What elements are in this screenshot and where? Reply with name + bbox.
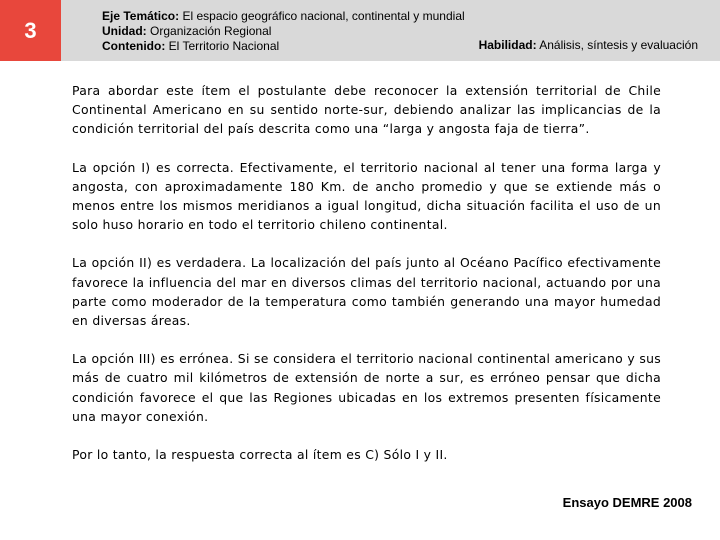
item-metadata [102,9,465,54]
explanation-body [72,81,661,483]
unidad-value: Organización Regional [150,24,272,38]
footer-source: Ensayo DEMRE 2008 [562,495,692,510]
eje-tematico-line [102,9,465,24]
paragraph-option-3: La opción III) es errónea. Si se considera el territorio nacional continental americano y sus más de cuatro mil kilómetros de extensión de norte a sur, es erróneo pensar que dicha condición favorece el que las Regiones ubicadas en los extremos presenten físicamente una mayor conexión. [72,351,661,424]
contenido-line [102,39,465,54]
paragraph-intro: Para abordar este ítem el postulante debe reconocer la extensión territorial de Chile Continental Americano en su sentido norte-sur, debiendo analizar las implicancias de la condición territorial del país descrita como una “larga y angosta faja de tierra”. [72,83,661,137]
contenido-label: Contenido: [102,39,166,53]
paragraph-option-2: La opción II) es verdadera. La localización del país junto al Océano Pacífico efectivamente favorece la influencia del mar en diversos climas del territorio nacional, actuando por una parte como moderador de la temperatura como también generando una mayor humedad en diversas áreas. [72,255,661,329]
paragraph-conclusion: Por lo tanto, la respuesta correcta al ítem es C) Sólo I y II. [72,447,448,463]
unidad-label: Unidad: [102,24,147,38]
contenido-value: El Territorio Nacional [168,39,280,53]
habilidad-label: Habilidad: [478,38,537,52]
unidad-line [102,24,465,39]
habilidad-value: Análisis, síntesis y evaluación [539,38,698,52]
eje-label: Eje Temático: [102,9,180,23]
item-number: 3 [24,17,37,43]
item-number-badge [0,0,61,61]
header-bar [0,0,720,61]
habilidad-line [479,38,698,53]
eje-value: El espacio geográfico nacional, continental y mundial [182,9,465,23]
paragraph-option-1: La opción I) es correcta. Efectivamente, el territorio nacional al tener una forma larga y angosta, con aproximadamente 180 Km. de ancho promedio y que se extiende más o menos entre los mismos meridianos a igual longitud, dicha situación facilita el uso de un solo huso horario en todo el territorio chileno continental. [72,159,661,233]
